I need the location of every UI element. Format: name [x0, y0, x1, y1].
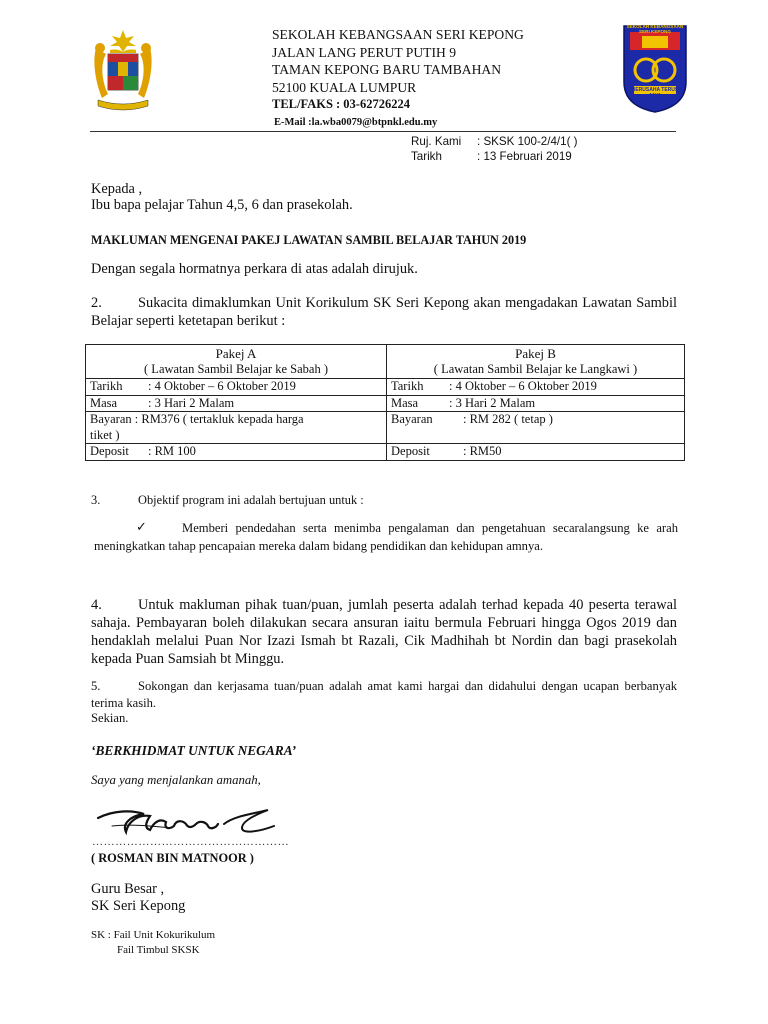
paragraph-5	[91, 678, 677, 712]
package-b-duration: : 3 Hari 2 Malam	[449, 395, 536, 410]
cc-line-1: SK : Fail Unit Kokurikulum	[91, 929, 216, 941]
cell-label: Tarikh	[391, 379, 424, 393]
table-row	[86, 379, 685, 396]
package-b-date: : 4 Oktober – 6 Oktober 2019	[449, 379, 597, 393]
kepada: Kepada ,	[91, 181, 143, 197]
cell-label: Tarikh	[90, 379, 123, 393]
school-name: SEKOLAH KEBANGSAAN SERI KEPONG	[272, 27, 524, 42]
address-line-2: TAMAN KEPONG BARU TAMBAHAN	[272, 62, 502, 77]
package-a-subtitle: ( Lawatan Sambil Belajar ke Sabah )	[144, 361, 328, 376]
address-line-3: 52100 KUALA LUMPUR	[272, 79, 417, 95]
signatory-school: SK Seri Kepong	[91, 898, 186, 914]
signatory-title: Guru Besar ,	[91, 881, 165, 897]
signatory-name: ( ROSMAN BIN MATNOOR )	[91, 851, 254, 865]
table-row	[86, 395, 685, 412]
date-label: Tarikh	[411, 150, 442, 163]
paragraph-3	[91, 492, 364, 509]
para-number: 4.	[91, 597, 102, 613]
cell-label: Bayaran	[90, 412, 132, 426]
package-a-deposit: : RM 100	[148, 444, 196, 458]
letterhead	[272, 26, 524, 131]
para-5-text: Sokongan dan kerjasama tuan/puan adalah amat kami hargai dan didahului dengan ucapan berbanyak terima kasih.	[91, 679, 677, 710]
package-b-deposit: : RM50	[463, 444, 502, 458]
letterhead-divider	[90, 131, 676, 132]
para-number: 3.	[91, 493, 101, 507]
malaysia-coat-of-arms-icon	[88, 28, 158, 116]
check-icon: ✓	[136, 519, 147, 534]
package-a-payment-cont: tiket )	[90, 427, 120, 442]
school-logo-caption: SEKOLAH KEBANGSAAN SERI KEPONG	[626, 24, 684, 34]
recipient: Ibu bapa pelajar Tahun 4,5, 6 dan prasekolah.	[91, 197, 353, 213]
objective-text: Memberi pendedahan serta menimba pengalaman dan pengetahuan secaralangsung ke arah meningkatkan tahap pencapaian mereka dalam bidang pendidikan dan kehidupan amnya.	[94, 521, 678, 553]
signature-line: ……………………………………………	[92, 836, 290, 848]
cell-label: Deposit	[90, 444, 129, 458]
school-logo-icon	[620, 22, 690, 114]
subject: MAKLUMAN MENGENAI PAKEJ LAWATAN SAMBIL BELAJAR TAHUN 2019	[91, 233, 527, 247]
package-a-title: Pakej A	[215, 346, 257, 361]
package-table	[85, 344, 685, 461]
package-b-header	[387, 345, 685, 379]
para-number: 2.	[91, 295, 102, 311]
table-row	[86, 412, 685, 444]
package-a-date: : 4 Oktober – 6 Oktober 2019	[148, 379, 296, 393]
cell-label: Masa	[90, 395, 118, 410]
reference-block	[411, 134, 578, 164]
amanah-line: Saya yang menjalankan amanah,	[91, 773, 261, 787]
address-line-1: JALAN LANG PERUT PUTIH 9	[272, 44, 457, 60]
motto: ‘BERKHIDMAT UNTUK NEGARA’	[91, 743, 297, 758]
package-b-payment: : RM 282 ( tetap )	[463, 412, 553, 426]
table-row	[86, 444, 685, 461]
date-value: : 13 Februari 2019	[477, 150, 572, 163]
cell-label: Bayaran	[391, 412, 433, 426]
ref-label: Ruj. Kami	[411, 135, 462, 148]
cell-label: Masa	[391, 395, 419, 410]
sekian: Sekian.	[91, 711, 129, 725]
para-2-text: Sukacita dimaklumkan Unit Korikulum SK Seri Kepong akan mengadakan Lawatan Sambil Belajar seperti ketetapan berikut :	[91, 295, 677, 329]
telephone: TEL/FAKS : 03-62726224	[272, 97, 410, 111]
cc-line-2: Fail Timbul SKSK	[117, 944, 200, 956]
package-b-subtitle: ( Lawatan Sambil Belajar ke Langkawi )	[433, 361, 638, 376]
email: E-Mail :la.wba0079@btpnkl.edu.my	[274, 116, 438, 128]
package-b-title: Pakej B	[515, 346, 556, 361]
opening-line: Dengan segala hormatnya perkara di atas adalah dirujuk.	[91, 261, 418, 277]
paragraph-4	[91, 596, 677, 668]
para-3-text: Objektif program ini adalah bertujuan untuk :	[138, 493, 364, 507]
cell-label: Deposit	[391, 444, 430, 458]
package-a-duration: : 3 Hari 2 Malam	[148, 395, 235, 410]
para-4-text: Untuk makluman pihak tuan/puan, jumlah peserta adalah terhad kepada 40 peserta terawal sahaja. Pembayaran boleh dilakukan secara ansuran iaitu bermula Februari hingga Ogos 2019 dan hendaklah melalui Puan Nor Izazi Ismah bt Razali, Cik Madhihah bt Nordin dan bagi prasekolah kepada Puan Samsiah bt Minggu.	[91, 597, 677, 667]
school-logo-motto: BERUSAHA TERUS JAYA	[631, 87, 679, 99]
ref-value: : SKSK 100-2/4/1( )	[477, 135, 578, 148]
para-number: 5.	[91, 679, 101, 693]
package-a-header	[86, 345, 387, 379]
package-a-payment: : RM376 ( tertakluk kepada harga	[134, 412, 304, 426]
paragraph-2	[91, 294, 677, 330]
